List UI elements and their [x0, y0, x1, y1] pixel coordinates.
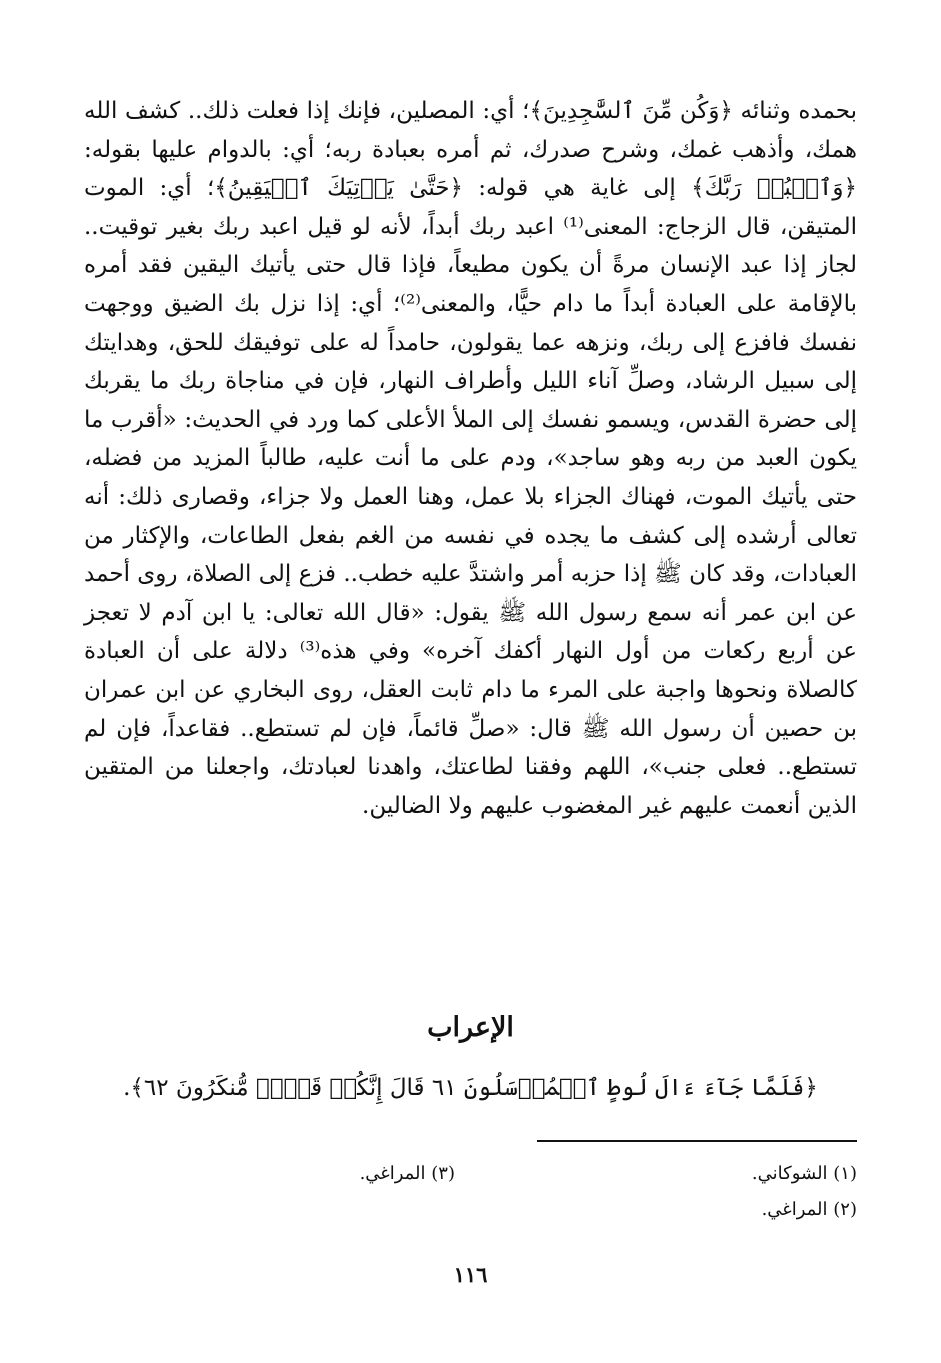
footnote-row — [84, 1158, 857, 1194]
footnote-2: (٢) المراغي. — [761, 1199, 857, 1220]
footnote-separator — [537, 1140, 857, 1142]
tafsir-body — [84, 92, 857, 825]
page-number: ١١٦ — [453, 1262, 488, 1287]
tafsir-paragraph: بحمده وثنائه ﴿وَكُن مِّنَ ٱلسَّٰجِدِينَ﴾؛ أي: المصلين، فإنك إذا فعلت ذلك.. كشف الله همك، وأذهب غمك، وشرح صدرك، ثم أمره بعبادة ربه؛ أي: بالدوام عليها بقوله: ﴿وَٱعۡبُدۡ رَبَّكَ﴾ إلى غاية هي قوله: ﴿حَتَّىٰ يَأۡتِيَكَ ٱلۡيَقِينُ﴾؛ أي: الموت المتيقن، قال الزجاج: المعنى⁽¹⁾ اعبد ربك أبداً، لأنه لو قيل اعبد ربك بغير توقيت.. لجاز إذا عبد الإنسان مرةً أن يكون مطيعاً، فإذا قال حتى يأتيك اليقين فقد أمره بالإقامة على العبادة أبداً ما دام حيًّا، والمعنى⁽²⁾؛ أي: إذا نزل بك الضيق ووجهت نفسك فافزع إلى ربك، ونزهه عما يقولون، حامداً له على توفيقك للحق، وهدايتك إلى سبيل الرشاد، وصلِّ آناء الليل وأطراف النهار، فإن في مناجاة ربك ما يقربك إلى حضرة القدس، ويسمو نفسك إلى الملأ الأعلى كما ورد في الحديث: «أقرب ما يكون العبد من ربه وهو ساجد»، ودم على ما أنت عليه، طالباً المزيد من فضله، حتى يأتيك الموت، فهناك الجزاء بلا عمل، وهنا العمل ولا جزاء، وقصارى ذلك: أنه تعالى أرشده إلى كشف ما يجده في نفسه من الغم بفعل الطاعات، والإكثار من العبادات، وقد كان ﷺ إذا حزبه أمر واشتدَّ عليه خطب.. فزع إلى الصلاة، روى أحمد عن ابن عمر أنه سمع رسول الله ﷺ يقول: «قال الله تعالى: يا ابن آدم لا تعجز عن أربع ركعات من أول النهار أكفك آخره» وفي هذه⁽³⁾ دلالة على أن العبادة كالصلاة ونحوها واجبة على المرء ما دام ثابت العقل، روى البخاري عن ابن عمران بن حصين أن رسول الله ﷺ قال: «صلِّ قائماً، فإن لم تستطع.. فقاعداً، فإن لم تستطع.. فعلى جنب»، اللهم وفقنا لطاعتك، واهدنا لعبادتك، واجعلنا من المتقين الذين أنعمت عليهم غير المغضوب عليهم ولا الضالين. — [84, 98, 858, 819]
section-heading: الإعراب — [427, 1012, 514, 1043]
footnote-3: (٣) المراغي. — [359, 1163, 455, 1184]
footnotes — [84, 1158, 857, 1230]
quran-verse: ﴿فَلَمَّا جَآءَ ءَالَ لُوطٍ ٱلۡمُرۡسَلُونَ ٦١ قَالَ إِنَّكُمۡ قَوۡمٞ مُّنكَرُونَ ٦٢﴾. — [123, 1075, 818, 1101]
footnote-row — [84, 1194, 857, 1230]
footnote-1: (١) الشوكاني. — [751, 1163, 857, 1184]
